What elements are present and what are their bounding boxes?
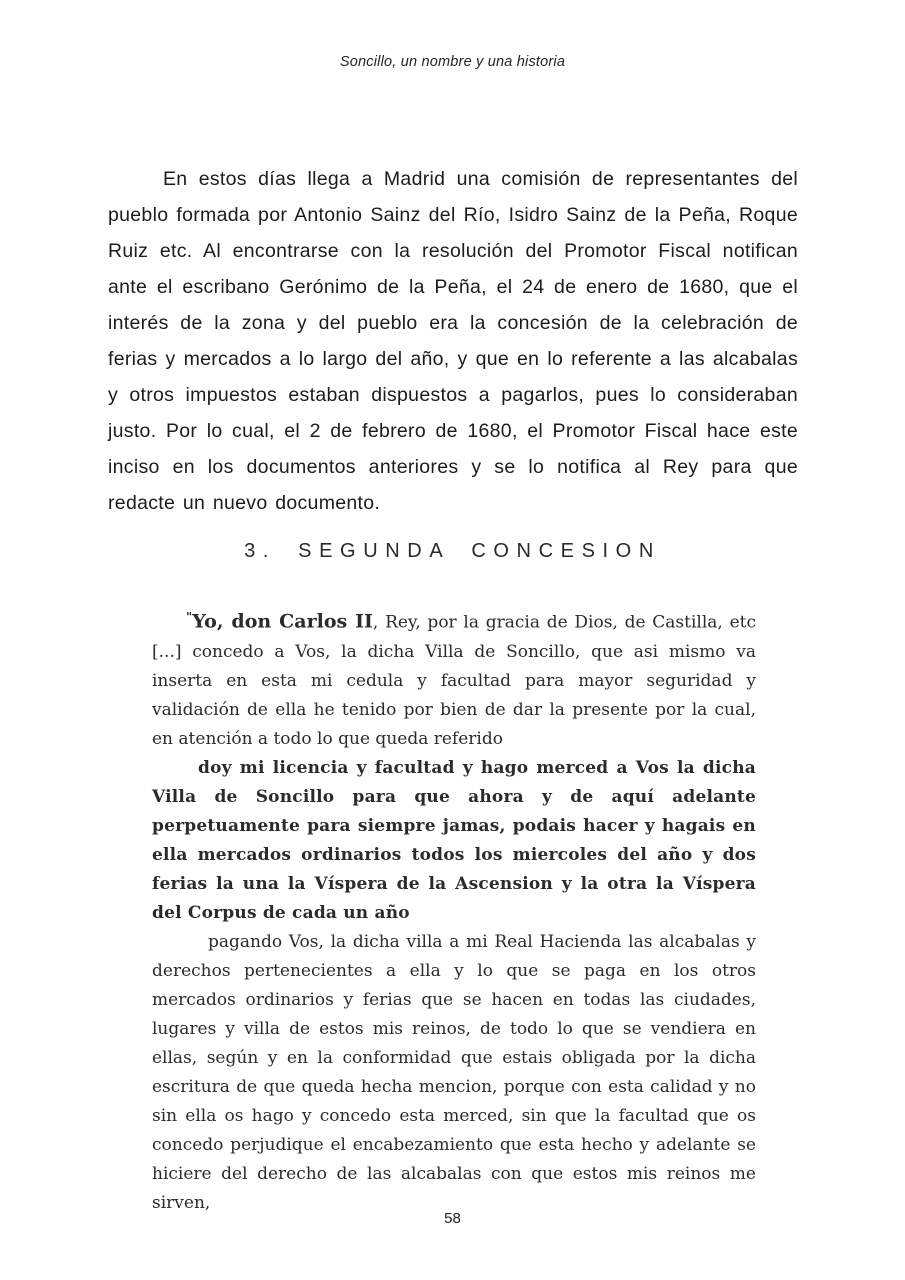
- intro-paragraph: En estos días llega a Madrid una comisión de representantes del pueblo formada por Antonio Sainz del Río, Isidro Sainz de la Peña, Roque Ruiz etc. Al encontrarse con la resolución del Promotor Fiscal notifican ante el escribano Gerónimo de la Peña, el 24 de enero de 1680, que el interés de la zona y del pueblo era la concesión de la celebración de ferias y mercados a lo largo del año, y que en lo referente a las alcabalas y otros impuestos estaban dispuestos a pagarlos, pues lo consideraban justo. Por lo cual, el 2 de febrero de 1680, el Promotor Fiscal hace este inciso en los documentos anteriores y se lo notifica al Rey para que redacte un nuevo documento.: [108, 167, 798, 514]
- page-number: 58: [444, 1210, 461, 1227]
- quote-paragraph-1: [152, 603, 756, 754]
- quote-paragraph-2-bold: doy mi licencia y facultad y hago merced a Vos la dicha Villa de Soncillo para que ahora y de aquí adelante perpetuamente para siempre jamas, podais hacer y hagais en ella mercados ordinarios todos los miercoles del año y dos ferias la una la Víspera de la Ascension y la otra la Víspera del Corpus de cada un año: [152, 757, 756, 923]
- section-heading: 3. SEGUNDA CONCESION: [244, 540, 661, 562]
- running-header-title: Soncillo, un nombre y una historia: [339, 54, 566, 70]
- royal-decree-quote: [152, 603, 756, 1218]
- quote-bold-lead: Yo, don Carlos II: [192, 610, 373, 633]
- opening-quote-mark: ": [186, 610, 193, 624]
- quote-paragraph-3: pagando Vos, la dicha villa a mi Real Hacienda las alcabalas y derechos pertenecientes a ella y lo que se paga en los otros mercados ordinarios y ferias que se hacen en todas las ciudades, lugares y villa de estos mis reinos, de todo lo que se vendiera en ellas, según y en la conformidad que estais obligada por la dicha escritura de que queda hecha mencion, porque con esta calidad y no sin ella os hago y concedo esta merced, sin que la facultad que os concedo perjudique el encabezamiento que esta hecho y adelante se hiciere del derecho de las alcabalas con que estos mis reinos me sirven,: [152, 931, 756, 1213]
- quote-paragraph-1-text: , Rey, por la gracia de Dios, de Castilla, etc [...] concedo a Vos, la dicha Villa de Soncillo, que asi mismo va inserta en esta mi cedula y facultad para mayor seguridad y validación de ella he tenido por bien de dar la presente por la cual, en atención a todo lo que queda referido: [152, 612, 756, 749]
